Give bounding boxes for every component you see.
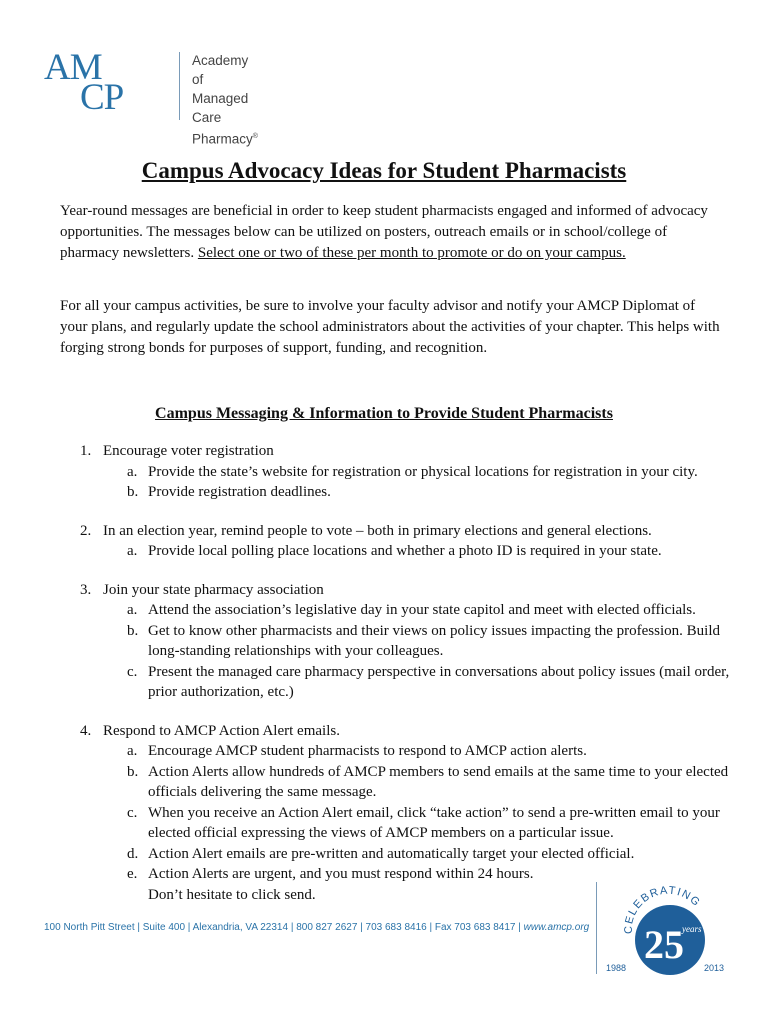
sub-item bbox=[103, 621, 740, 662]
logo-divider bbox=[179, 52, 180, 120]
list-item-text: Encourage voter registration bbox=[103, 443, 274, 459]
sub-item-text: Get to know other pharmacists and their views on policy issues impacting the profession. Build long-standing relationships with your colleagues. bbox=[148, 622, 720, 659]
list-item-text: In an election year, remind people to vote – both in primary elections and general elections. bbox=[103, 522, 652, 539]
list-item-number: 1. bbox=[80, 443, 92, 459]
sub-item-text: Encourage AMCP student pharmacists to respond to AMCP action alerts. bbox=[148, 743, 587, 759]
badge-arc-text: CELEBRATING bbox=[622, 884, 703, 935]
logo-line-3-text: Pharmacy bbox=[192, 131, 253, 147]
list-item bbox=[60, 441, 740, 503]
logo-line-1: Academy of bbox=[192, 53, 249, 87]
list-item-text: Join your state pharmacy association bbox=[103, 581, 324, 598]
sub-item-letter: b. bbox=[127, 484, 139, 500]
sub-item-letter: c. bbox=[127, 804, 138, 821]
sub-item-letter: a. bbox=[127, 463, 138, 480]
footer-website-link[interactable]: www.amcp.org bbox=[523, 922, 590, 933]
intro-paragraph-2: For all your campus activities, be sure to involve your faculty advisor and notify your AMCP Diplomat of your plans, and regularly update the school administrators about the activities of your chapter. This helps with forging strong bonds for purposes of support, funding, and recognition. bbox=[60, 298, 720, 356]
sub-item-text: Provide the state’s website for registration or physical locations for registration in your city. bbox=[148, 463, 698, 480]
list-item-number: 4. bbox=[80, 722, 92, 739]
sub-item bbox=[103, 741, 740, 762]
sub-item-letter: e. bbox=[127, 866, 138, 882]
sub-item bbox=[103, 762, 740, 803]
list-item-text: Respond to AMCP Action Alert emails. bbox=[103, 722, 340, 739]
sub-item bbox=[103, 482, 740, 503]
sub-item bbox=[103, 600, 740, 621]
sub-item-letter: b. bbox=[127, 763, 139, 780]
intro-paragraph-1-text: Year-round messages are beneficial in order to keep student pharmacists engaged and informed of advocacy opportunities. The messages below can be utilized on posters, outreach emails or in school/college of pharmacy newsletters. bbox=[60, 203, 708, 261]
list-item bbox=[60, 521, 740, 562]
intro-paragraph-1 bbox=[60, 201, 720, 264]
footer-address: 100 North Pitt Street | Suite 400 | Alexandria, VA 22314 | 800 827 2627 | 703 683 8416 | Fax 703 683 8417 | bbox=[44, 922, 524, 933]
sub-item bbox=[103, 803, 740, 844]
badge-divider bbox=[596, 882, 597, 974]
intro-paragraph-1-emphasis: Select one or two of these per month to promote or do on your campus. bbox=[197, 245, 626, 261]
list-item-number: 3. bbox=[80, 581, 92, 598]
sub-item-text: Attend the association’s legislative day in your state capitol and meet with elected officials. bbox=[148, 602, 696, 618]
registered-mark: ® bbox=[252, 133, 258, 140]
sub-item-text: Provide registration deadlines. bbox=[148, 484, 331, 500]
badge-end-year: 2013 bbox=[704, 963, 725, 973]
list-item-number: 2. bbox=[80, 522, 92, 539]
section-heading: Campus Messaging & Information to Provide Student Pharmacists bbox=[155, 405, 613, 422]
footer-contact bbox=[44, 922, 589, 933]
sub-item-text: When you receive an Action Alert email, click “take action” to send a pre-written email to your elected official expressing the views of AMCP members on a particular issue. bbox=[148, 804, 720, 841]
amcp-logo bbox=[44, 47, 258, 147]
sub-item-text: Action Alert emails are pre-written and automatically target your elected official. bbox=[148, 845, 635, 862]
anniversary-seal bbox=[602, 878, 730, 978]
advocacy-list bbox=[60, 441, 740, 905]
logo-line-3 bbox=[192, 127, 258, 149]
logo-wordmark bbox=[192, 51, 258, 149]
sub-item-letter: c. bbox=[127, 663, 138, 680]
sub-item-text: Action Alerts allow hundreds of AMCP members to send emails at the same time to your elected officials delivering the same message. bbox=[148, 763, 729, 800]
sub-item-letter: a. bbox=[127, 602, 138, 618]
page-title: Campus Advocacy Ideas for Student Pharmacists bbox=[141, 158, 627, 183]
badge-start-year: 1988 bbox=[606, 963, 627, 973]
sub-item-text-continued: Don’t hesitate to click send. bbox=[148, 886, 316, 903]
sub-item bbox=[103, 541, 740, 562]
sub-item bbox=[103, 662, 740, 703]
sub-item-letter: a. bbox=[127, 543, 138, 559]
logo-line-2: Managed Care bbox=[192, 91, 249, 125]
list-item bbox=[60, 580, 740, 703]
sub-item-text: Present the managed care pharmacy perspective in conversations about policy issues (mail order, prior authorization, etc.) bbox=[148, 663, 730, 700]
logo-mark-bottom: CP bbox=[80, 77, 124, 118]
logo-mark-top: AM bbox=[44, 47, 102, 88]
badge-years: years bbox=[682, 924, 702, 934]
sub-item bbox=[103, 462, 740, 483]
sub-item-text: Provide local polling place locations and whether a photo ID is required in your state. bbox=[148, 543, 662, 559]
sub-item-letter: d. bbox=[127, 845, 139, 862]
badge-number: 25 bbox=[644, 922, 684, 967]
sub-item-letter: b. bbox=[127, 622, 139, 639]
anniversary-badge bbox=[596, 878, 730, 978]
sub-item-letter: a. bbox=[127, 743, 138, 759]
sub-item-text: Action Alerts are urgent, and you must respond within 24 hours. bbox=[148, 866, 534, 882]
sub-item bbox=[103, 844, 740, 865]
